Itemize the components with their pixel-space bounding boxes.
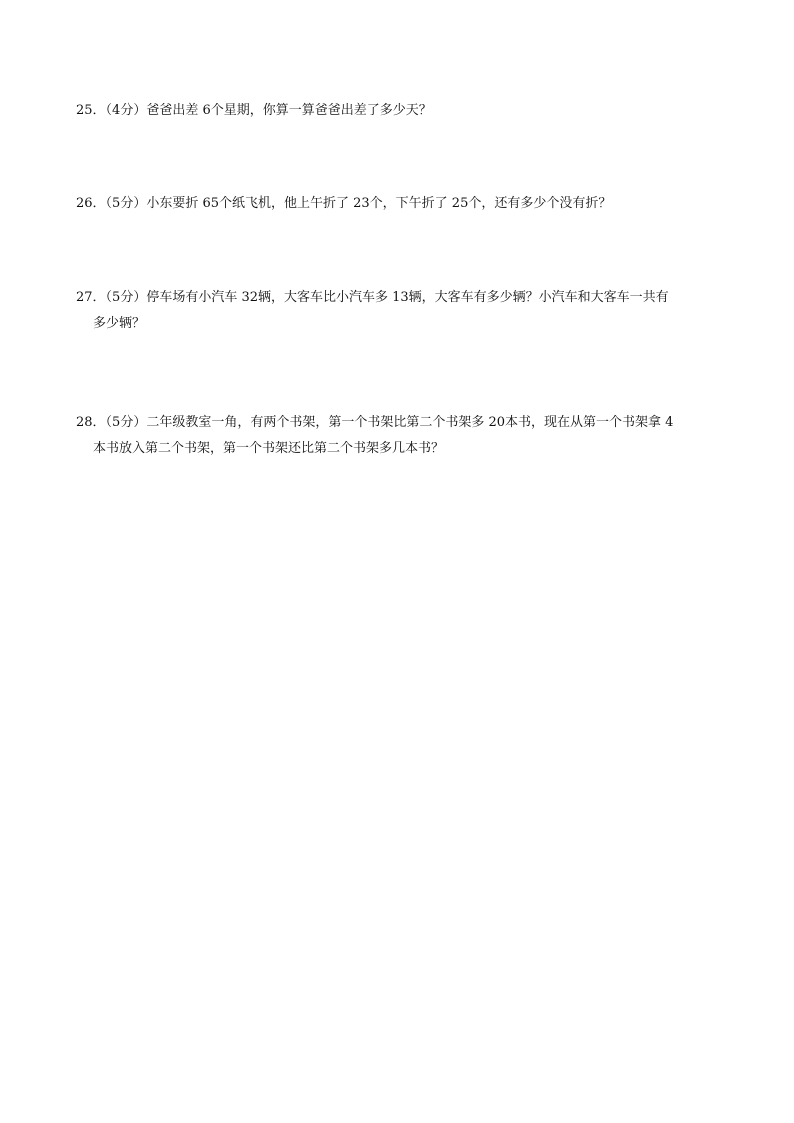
question-25 <box>76 98 726 124</box>
question-number: 25． <box>76 103 106 118</box>
question-28-line-1 <box>76 410 726 436</box>
question-number: 26． <box>76 196 106 211</box>
question-28 <box>76 410 726 462</box>
question-number: 27． <box>76 290 106 305</box>
question-score: （5分） <box>105 415 147 430</box>
question-number: 28． <box>76 415 106 430</box>
question-26 <box>76 191 726 217</box>
question-26-line-1 <box>76 191 726 217</box>
question-27-line-2: 多少辆？ <box>93 316 146 331</box>
question-text: 停车场有小汽车 32辆，大客车比小汽车多 13辆，大客车有多少辆？小汽车和大客车一共有 <box>146 290 669 305</box>
question-text: 爸爸出差 6个星期，你算一算爸爸出差了多少天？ <box>146 103 432 118</box>
question-score: （4分） <box>105 103 147 118</box>
question-text: 小东要折 65个纸飞机，他上午折了 23个，下午折了 25个，还有多少个没有折？ <box>146 196 612 211</box>
question-score: （5分） <box>105 196 147 211</box>
question-score: （5分） <box>105 290 147 305</box>
question-28-line-2: 本书放入第二个书架，第一个书架还比第二个书架多几本书？ <box>93 441 445 456</box>
question-27-line-1 <box>76 285 726 311</box>
question-25-line-1 <box>76 98 726 124</box>
question-text: 二年级教室一角，有两个书架，第一个书架比第二个书架多 20本书，现在从第一个书架拿 4 <box>146 415 674 430</box>
question-27 <box>76 285 726 337</box>
